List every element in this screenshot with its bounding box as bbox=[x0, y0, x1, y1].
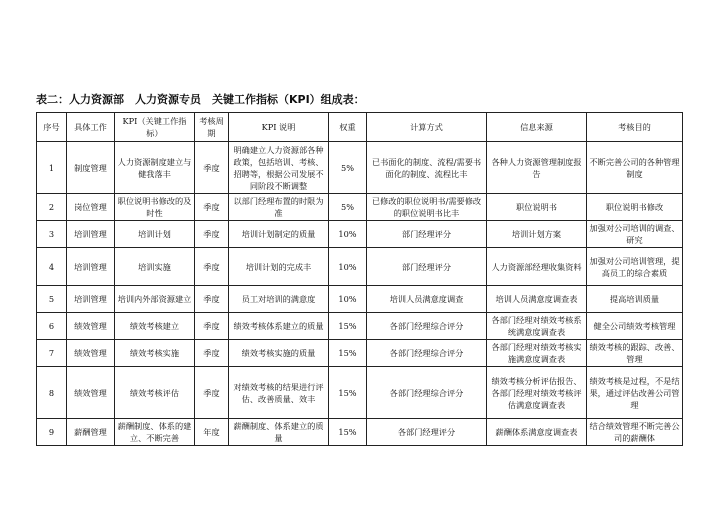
cell-kpi: 绩效考核建立 bbox=[115, 313, 195, 340]
cell-work: 制度管理 bbox=[67, 142, 115, 194]
cell-calc: 各部门经理评分 bbox=[367, 419, 487, 446]
header-row bbox=[37, 113, 683, 142]
cell-work: 绩效管理 bbox=[67, 340, 115, 367]
cell-work: 培训管理 bbox=[67, 221, 115, 248]
cell-desc: 绩效考核体系建立的质量 bbox=[229, 313, 329, 340]
cell-source: 各部门经理对绩效考核实施满意度调查表 bbox=[487, 340, 587, 367]
cell-period: 季度 bbox=[195, 313, 229, 340]
header-cell-work: 具体工作 bbox=[67, 113, 115, 142]
cell-weight: 15% bbox=[329, 419, 367, 446]
header-cell-desc: KPI 说明 bbox=[229, 113, 329, 142]
cell-kpi: 培训计划 bbox=[115, 221, 195, 248]
header-cell-kpi: KPI（关键工作指标） bbox=[115, 113, 195, 142]
cell-desc: 绩效考核实施的质量 bbox=[229, 340, 329, 367]
cell-work: 绩效管理 bbox=[67, 367, 115, 419]
cell-purpose: 不断完善公司的各种管理制度 bbox=[587, 142, 683, 194]
table-row bbox=[37, 221, 683, 248]
cell-no: 4 bbox=[37, 248, 67, 286]
table-row bbox=[37, 367, 683, 419]
cell-weight: 10% bbox=[329, 221, 367, 248]
table-row bbox=[37, 340, 683, 367]
cell-weight: 15% bbox=[329, 340, 367, 367]
cell-no: 8 bbox=[37, 367, 67, 419]
cell-desc: 以部门经理布置的时限为准 bbox=[229, 194, 329, 221]
cell-desc: 员工对培训的满意度 bbox=[229, 286, 329, 313]
cell-calc: 已修改的职位说明书/需要修改的职位说明书比丰 bbox=[367, 194, 487, 221]
cell-desc: 明确建立人力资源部各种政策，包括培训、考核、招聘等，根据公司发展不同阶段不断调整 bbox=[229, 142, 329, 194]
cell-calc: 部门经理评分 bbox=[367, 248, 487, 286]
header-cell-calc: 计算方式 bbox=[367, 113, 487, 142]
cell-purpose: 加强对公司培训的调查、研究 bbox=[587, 221, 683, 248]
cell-no: 9 bbox=[37, 419, 67, 446]
cell-work: 绩效管理 bbox=[67, 313, 115, 340]
cell-weight: 15% bbox=[329, 313, 367, 340]
cell-source: 各部门经理对绩效考核系统满意度调查表 bbox=[487, 313, 587, 340]
cell-no: 2 bbox=[37, 194, 67, 221]
cell-calc: 各部门经理综合评分 bbox=[367, 367, 487, 419]
cell-kpi: 绩效考核评估 bbox=[115, 367, 195, 419]
cell-purpose: 加强对公司培训管理，提高员工的综合素质 bbox=[587, 248, 683, 286]
cell-desc: 对绩效考核的结果进行评估、改善质量、效丰 bbox=[229, 367, 329, 419]
cell-no: 1 bbox=[37, 142, 67, 194]
table-row bbox=[37, 142, 683, 194]
cell-kpi: 人力资源制度建立与健我落丰 bbox=[115, 142, 195, 194]
cell-purpose: 健全公司绩效考核管理 bbox=[587, 313, 683, 340]
cell-no: 5 bbox=[37, 286, 67, 313]
cell-no: 3 bbox=[37, 221, 67, 248]
cell-weight: 10% bbox=[329, 286, 367, 313]
cell-period: 季度 bbox=[195, 194, 229, 221]
cell-source: 培训人员满意度调查表 bbox=[487, 286, 587, 313]
cell-kpi: 培训实施 bbox=[115, 248, 195, 286]
table-row bbox=[37, 313, 683, 340]
cell-source: 各种人力资源管理制度报告 bbox=[487, 142, 587, 194]
cell-period: 年度 bbox=[195, 419, 229, 446]
cell-calc: 各部门经理综合评分 bbox=[367, 340, 487, 367]
header-cell-no: 序号 bbox=[37, 113, 67, 142]
cell-calc: 各部门经理综合评分 bbox=[367, 313, 487, 340]
table-row bbox=[37, 419, 683, 446]
cell-purpose: 绩效考核是过程，不是结果，通过评估改善公司管理 bbox=[587, 367, 683, 419]
table-row bbox=[37, 248, 683, 286]
table-row bbox=[37, 194, 683, 221]
cell-purpose: 提高培训质量 bbox=[587, 286, 683, 313]
cell-source: 职位说明书 bbox=[487, 194, 587, 221]
cell-kpi: 职位说明书修改的及时性 bbox=[115, 194, 195, 221]
table-title: 表二：人力资源部 人力资源专员 关键工作指标（KPI）组成表： bbox=[36, 93, 365, 106]
cell-period: 季度 bbox=[195, 367, 229, 419]
cell-kpi: 绩效考核实施 bbox=[115, 340, 195, 367]
table-row bbox=[37, 286, 683, 313]
cell-calc: 部门经理评分 bbox=[367, 221, 487, 248]
cell-desc: 培训计划制定的质量 bbox=[229, 221, 329, 248]
cell-source: 薪酬体系满意度调查表 bbox=[487, 419, 587, 446]
header-cell-source: 信息来源 bbox=[487, 113, 587, 142]
cell-source: 绩效考核分析评估报告、各部门经理对绩效考核评估满意度调查表 bbox=[487, 367, 587, 419]
cell-weight: 10% bbox=[329, 248, 367, 286]
cell-desc: 培训计划的完成丰 bbox=[229, 248, 329, 286]
header-cell-weight: 权重 bbox=[329, 113, 367, 142]
cell-desc: 薪酬制度、体系建立的质量 bbox=[229, 419, 329, 446]
cell-work: 培训管理 bbox=[67, 248, 115, 286]
header-cell-purpose: 考核目的 bbox=[587, 113, 683, 142]
cell-source: 人力资源部经理收集资料 bbox=[487, 248, 587, 286]
cell-purpose: 绩效考核的跟踪、改善、管理 bbox=[587, 340, 683, 367]
cell-period: 季度 bbox=[195, 286, 229, 313]
kpi-table bbox=[36, 112, 683, 446]
cell-purpose: 结合绩效管理不断完善公司的薪酬体 bbox=[587, 419, 683, 446]
cell-weight: 5% bbox=[329, 142, 367, 194]
cell-period: 季度 bbox=[195, 340, 229, 367]
cell-calc: 已书面化的制度、流程/需要书面化的制度、流程比丰 bbox=[367, 142, 487, 194]
cell-weight: 15% bbox=[329, 367, 367, 419]
cell-purpose: 职位说明书修改 bbox=[587, 194, 683, 221]
cell-work: 培训管理 bbox=[67, 286, 115, 313]
cell-calc: 培训人员满意度调查 bbox=[367, 286, 487, 313]
cell-no: 7 bbox=[37, 340, 67, 367]
cell-weight: 5% bbox=[329, 194, 367, 221]
cell-kpi: 薪酬制度、体系的建立、不断完善 bbox=[115, 419, 195, 446]
cell-kpi: 培训内外部资源建立 bbox=[115, 286, 195, 313]
cell-source: 培训计划方案 bbox=[487, 221, 587, 248]
cell-period: 季度 bbox=[195, 248, 229, 286]
cell-period: 季度 bbox=[195, 221, 229, 248]
cell-no: 6 bbox=[37, 313, 67, 340]
header-cell-period: 考核周期 bbox=[195, 113, 229, 142]
cell-period: 季度 bbox=[195, 142, 229, 194]
cell-work: 薪酬管理 bbox=[67, 419, 115, 446]
cell-work: 岗位管理 bbox=[67, 194, 115, 221]
